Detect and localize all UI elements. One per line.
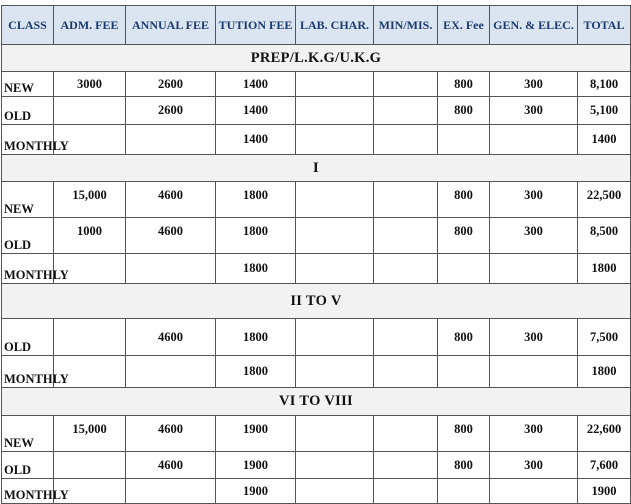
total-cell: 1800 bbox=[578, 356, 631, 388]
table-row bbox=[2, 416, 631, 452]
lab-char-cell bbox=[296, 218, 374, 254]
class-cell: NEW bbox=[2, 416, 54, 452]
min-mis-cell bbox=[374, 319, 438, 356]
table-row bbox=[2, 452, 631, 479]
annual-fee-cell bbox=[126, 254, 216, 284]
table-row bbox=[2, 125, 631, 155]
min-mis-cell bbox=[374, 254, 438, 284]
gen-elec-cell: 300 bbox=[490, 416, 578, 452]
total-cell: 8,500 bbox=[578, 218, 631, 254]
table-row bbox=[2, 97, 631, 125]
section-title: II TO V bbox=[2, 284, 631, 319]
table-row bbox=[2, 319, 631, 356]
ex-fee-cell: 800 bbox=[438, 218, 490, 254]
class-cell: MONTHLY bbox=[2, 356, 54, 388]
lab-char-cell bbox=[296, 416, 374, 452]
min-mis-cell bbox=[374, 356, 438, 388]
section-header-row bbox=[2, 388, 631, 416]
class-cell: OLD bbox=[2, 97, 54, 125]
tution-fee-cell: 1800 bbox=[216, 218, 296, 254]
ex-fee-cell bbox=[438, 356, 490, 388]
total-cell: 8,100 bbox=[578, 72, 631, 97]
class-cell: OLD bbox=[2, 452, 54, 479]
total-cell: 5,100 bbox=[578, 97, 631, 125]
col-header-class: CLASS bbox=[2, 6, 54, 45]
header-row bbox=[2, 6, 631, 45]
gen-elec-cell bbox=[490, 479, 578, 504]
total-cell: 1800 bbox=[578, 254, 631, 284]
tution-fee-cell: 1800 bbox=[216, 254, 296, 284]
table-row bbox=[2, 479, 631, 504]
gen-elec-cell bbox=[490, 356, 578, 388]
ex-fee-cell: 800 bbox=[438, 452, 490, 479]
lab-char-cell bbox=[296, 72, 374, 97]
lab-char-cell bbox=[296, 452, 374, 479]
total-cell: 1900 bbox=[578, 479, 631, 504]
min-mis-cell bbox=[374, 479, 438, 504]
min-mis-cell bbox=[374, 97, 438, 125]
col-header-ex-fee: EX. Fee bbox=[438, 6, 490, 45]
col-header-total: TOTAL bbox=[578, 6, 631, 45]
tution-fee-cell: 1900 bbox=[216, 479, 296, 504]
tution-fee-cell: 1400 bbox=[216, 97, 296, 125]
gen-elec-cell bbox=[490, 254, 578, 284]
gen-elec-cell: 300 bbox=[490, 319, 578, 356]
section-header-row bbox=[2, 284, 631, 319]
min-mis-cell bbox=[374, 416, 438, 452]
tution-fee-cell: 1400 bbox=[216, 72, 296, 97]
tution-fee-cell: 1800 bbox=[216, 319, 296, 356]
class-cell: NEW bbox=[2, 182, 54, 218]
lab-char-cell bbox=[296, 97, 374, 125]
fee-structure-table bbox=[1, 5, 631, 504]
lab-char-cell bbox=[296, 479, 374, 504]
col-header-gen-elec: GEN. & ELEC. bbox=[490, 6, 578, 45]
tution-fee-cell: 1800 bbox=[216, 356, 296, 388]
min-mis-cell bbox=[374, 72, 438, 97]
min-mis-cell bbox=[374, 182, 438, 218]
annual-fee-cell: 4600 bbox=[126, 182, 216, 218]
annual-fee-cell: 4600 bbox=[126, 416, 216, 452]
section-title: PREP/L.K.G/U.K.G bbox=[2, 45, 631, 72]
min-mis-cell bbox=[374, 452, 438, 479]
col-header-tution-fee: TUTION FEE bbox=[216, 6, 296, 45]
table-row bbox=[2, 218, 631, 254]
annual-fee-cell: 4600 bbox=[126, 218, 216, 254]
adm-fee-cell: 3000 bbox=[54, 72, 126, 97]
lab-char-cell bbox=[296, 319, 374, 356]
adm-fee-cell bbox=[54, 452, 126, 479]
total-cell: 22,500 bbox=[578, 182, 631, 218]
annual-fee-cell: 4600 bbox=[126, 319, 216, 356]
table-row bbox=[2, 356, 631, 388]
total-cell: 7,600 bbox=[578, 452, 631, 479]
class-cell: MONTHLY bbox=[2, 125, 54, 155]
col-header-min-mis: MIN/MIS. bbox=[374, 6, 438, 45]
class-cell: OLD bbox=[2, 218, 54, 254]
section-header-row bbox=[2, 45, 631, 72]
gen-elec-cell: 300 bbox=[490, 452, 578, 479]
annual-fee-cell: 2600 bbox=[126, 72, 216, 97]
ex-fee-cell: 800 bbox=[438, 97, 490, 125]
col-header-lab-char: LAB. CHAR. bbox=[296, 6, 374, 45]
ex-fee-cell bbox=[438, 125, 490, 155]
section-title: VI TO VIII bbox=[2, 388, 631, 416]
table-row bbox=[2, 72, 631, 97]
min-mis-cell bbox=[374, 125, 438, 155]
total-cell: 22,600 bbox=[578, 416, 631, 452]
ex-fee-cell: 800 bbox=[438, 319, 490, 356]
gen-elec-cell: 300 bbox=[490, 218, 578, 254]
annual-fee-cell: 2600 bbox=[126, 97, 216, 125]
ex-fee-cell bbox=[438, 254, 490, 284]
adm-fee-cell: 1000 bbox=[54, 218, 126, 254]
class-cell: MONTHLY bbox=[2, 479, 54, 504]
ex-fee-cell: 800 bbox=[438, 182, 490, 218]
class-cell: OLD bbox=[2, 319, 54, 356]
ex-fee-cell: 800 bbox=[438, 416, 490, 452]
table-row bbox=[2, 182, 631, 218]
annual-fee-cell: 4600 bbox=[126, 452, 216, 479]
adm-fee-cell: 15,000 bbox=[54, 182, 126, 218]
lab-char-cell bbox=[296, 125, 374, 155]
gen-elec-cell: 300 bbox=[490, 97, 578, 125]
annual-fee-cell bbox=[126, 479, 216, 504]
class-cell: MONTHLY bbox=[2, 254, 54, 284]
adm-fee-cell bbox=[54, 319, 126, 356]
tution-fee-cell: 1400 bbox=[216, 125, 296, 155]
annual-fee-cell bbox=[126, 125, 216, 155]
min-mis-cell bbox=[374, 218, 438, 254]
gen-elec-cell: 300 bbox=[490, 72, 578, 97]
gen-elec-cell bbox=[490, 125, 578, 155]
adm-fee-cell: 15,000 bbox=[54, 416, 126, 452]
total-cell: 7,500 bbox=[578, 319, 631, 356]
gen-elec-cell: 300 bbox=[490, 182, 578, 218]
col-header-annual-fee: ANNUAL FEE bbox=[126, 6, 216, 45]
class-cell: NEW bbox=[2, 72, 54, 97]
section-title: I bbox=[2, 155, 631, 182]
ex-fee-cell: 800 bbox=[438, 72, 490, 97]
col-header-adm-fee: ADM. FEE bbox=[54, 6, 126, 45]
tution-fee-cell: 1800 bbox=[216, 182, 296, 218]
lab-char-cell bbox=[296, 182, 374, 218]
tution-fee-cell: 1900 bbox=[216, 416, 296, 452]
lab-char-cell bbox=[296, 356, 374, 388]
ex-fee-cell bbox=[438, 479, 490, 504]
section-header-row bbox=[2, 155, 631, 182]
annual-fee-cell bbox=[126, 356, 216, 388]
total-cell: 1400 bbox=[578, 125, 631, 155]
adm-fee-cell bbox=[54, 97, 126, 125]
tution-fee-cell: 1900 bbox=[216, 452, 296, 479]
lab-char-cell bbox=[296, 254, 374, 284]
table-row bbox=[2, 254, 631, 284]
